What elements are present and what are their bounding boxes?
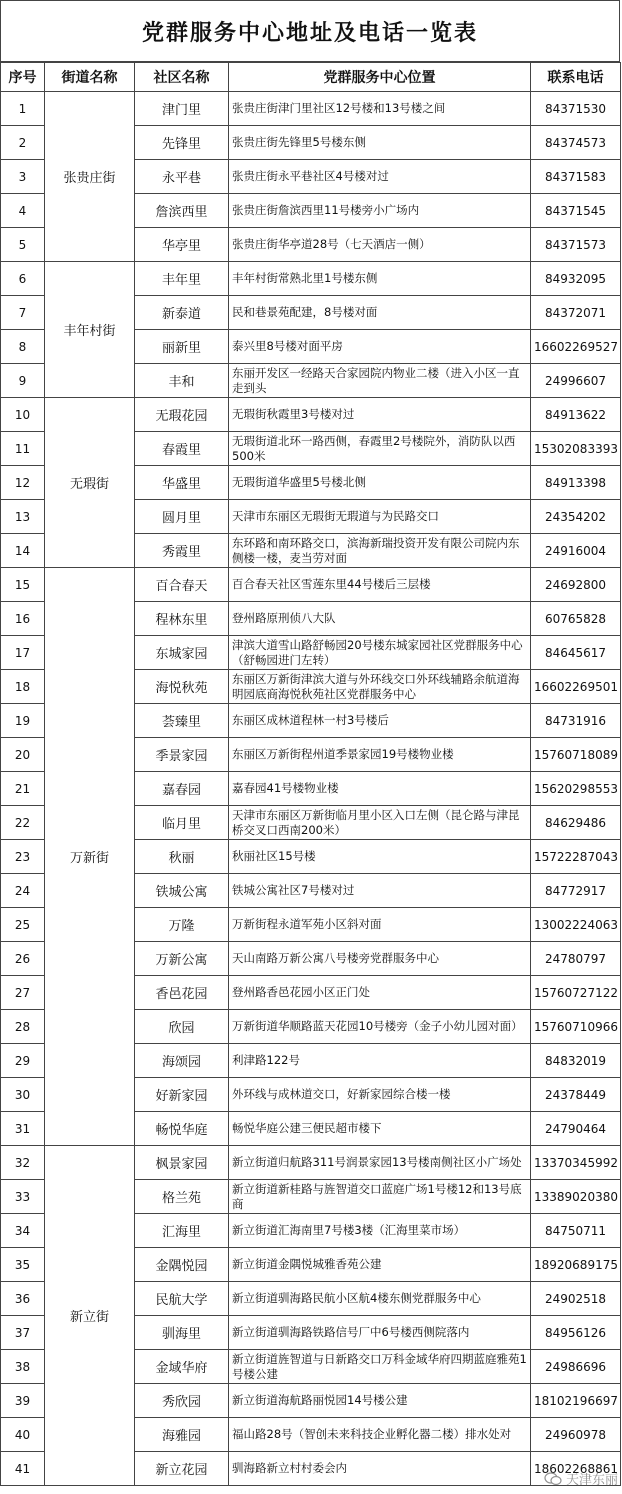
row-number: 36 — [1, 1282, 45, 1316]
center-address: 畅悦华庭公建三便民超市楼下 — [229, 1112, 531, 1146]
contact-phone: 24780797 — [531, 942, 621, 976]
watermark — [544, 1469, 618, 1488]
title-row — [0, 0, 620, 62]
center-address: 新立街道归航路311号润景家园13号楼南侧社区小广场处 — [229, 1146, 531, 1180]
center-address: 新立街道金隅悦城雅香苑公建 — [229, 1248, 531, 1282]
community-name: 华盛里 — [135, 466, 229, 500]
community-name: 格兰苑 — [135, 1180, 229, 1214]
row-number: 16 — [1, 602, 45, 636]
contact-phone: 84932095 — [531, 262, 621, 296]
header-phone: 联系电话 — [531, 63, 621, 92]
row-number: 28 — [1, 1010, 45, 1044]
center-address: 万新街程永道军苑小区斜对面 — [229, 908, 531, 942]
street-name: 丰年村街 — [45, 262, 135, 398]
community-name: 新立花园 — [135, 1452, 229, 1486]
street-name: 新立街 — [45, 1146, 135, 1486]
row-number: 26 — [1, 942, 45, 976]
center-address: 登州路香邑花园小区正门处 — [229, 976, 531, 1010]
community-name: 欣园 — [135, 1010, 229, 1044]
row-number: 24 — [1, 874, 45, 908]
center-address: 新立街道汇海南里7号楼3楼（汇海里菜市场） — [229, 1214, 531, 1248]
contact-phone: 84772917 — [531, 874, 621, 908]
center-address: 张贵庄街华亭道28号（七天酒店一侧） — [229, 228, 531, 262]
contact-phone: 84371530 — [531, 92, 621, 126]
center-address: 外环线与成林道交口，好新家园综合楼一楼 — [229, 1078, 531, 1112]
center-address: 东丽区万新街津滨大道与外环线交口外环线辅路余航道海明园底商海悦秋苑社区党群服务中心 — [229, 670, 531, 704]
header-no: 序号 — [1, 63, 45, 92]
center-address: 新立街道驯海路铁路信号厂中6号楼西侧院落内 — [229, 1316, 531, 1350]
contact-phone: 84832019 — [531, 1044, 621, 1078]
center-address: 天津市东丽区无瑕街无瑕道与为民路交口 — [229, 500, 531, 534]
community-name: 驯海里 — [135, 1316, 229, 1350]
contact-phone: 15722287043 — [531, 840, 621, 874]
contact-phone: 84371545 — [531, 194, 621, 228]
contact-phone: 15620298553 — [531, 772, 621, 806]
contact-phone: 84913622 — [531, 398, 621, 432]
contact-phone: 84645617 — [531, 636, 621, 670]
community-name: 程林东里 — [135, 602, 229, 636]
center-address: 铁城公寓社区7号楼对过 — [229, 874, 531, 908]
community-name: 嘉春园 — [135, 772, 229, 806]
header-community: 社区名称 — [135, 63, 229, 92]
center-address: 无瑕街秋霞里3号楼对过 — [229, 398, 531, 432]
row-number: 27 — [1, 976, 45, 1010]
center-address: 万新街道华顺路蓝天花园10号楼旁（金子小幼儿园对面） — [229, 1010, 531, 1044]
row-number: 14 — [1, 534, 45, 568]
row-number: 19 — [1, 704, 45, 738]
community-name: 金隅悦园 — [135, 1248, 229, 1282]
row-number: 5 — [1, 228, 45, 262]
contact-phone: 24692800 — [531, 568, 621, 602]
page-title: 党群服务中心地址及电话一览表 — [141, 19, 478, 46]
row-number: 20 — [1, 738, 45, 772]
community-name: 枫景家园 — [135, 1146, 229, 1180]
row-number: 35 — [1, 1248, 45, 1282]
contact-phone: 84629486 — [531, 806, 621, 840]
community-name: 春霞里 — [135, 432, 229, 466]
community-name: 万隆 — [135, 908, 229, 942]
community-name: 海雅园 — [135, 1418, 229, 1452]
community-name: 季景家园 — [135, 738, 229, 772]
contact-phone: 18920689175 — [531, 1248, 621, 1282]
contact-phone: 24960978 — [531, 1418, 621, 1452]
row-number: 31 — [1, 1112, 45, 1146]
row-number: 33 — [1, 1180, 45, 1214]
table-row — [1, 262, 621, 296]
community-name: 民航大学 — [135, 1282, 229, 1316]
table-row — [1, 1146, 621, 1180]
center-address: 利津路122号 — [229, 1044, 531, 1078]
contact-phone: 84956126 — [531, 1316, 621, 1350]
center-address: 东丽开发区一经路天合家园院内物业二楼（进入小区一直走到头 — [229, 364, 531, 398]
community-name: 香邑花园 — [135, 976, 229, 1010]
center-address: 东丽区成林道程林一村3号楼后 — [229, 704, 531, 738]
contact-phone: 13002224063 — [531, 908, 621, 942]
contact-phone: 24790464 — [531, 1112, 621, 1146]
community-name: 秋丽 — [135, 840, 229, 874]
contact-phone: 13389020380 — [531, 1180, 621, 1214]
community-name: 畅悦华庭 — [135, 1112, 229, 1146]
community-name: 丰和 — [135, 364, 229, 398]
center-address: 天山南路万新公寓八号楼旁党群服务中心 — [229, 942, 531, 976]
row-number: 38 — [1, 1350, 45, 1384]
center-address: 张贵庄街詹滨西里11号楼旁小广场内 — [229, 194, 531, 228]
center-address: 福山路28号（智创未来科技企业孵化器二楼）排水处对 — [229, 1418, 531, 1452]
row-number: 40 — [1, 1418, 45, 1452]
contact-phone: 24916004 — [531, 534, 621, 568]
center-address: 登州路原刑侦八大队 — [229, 602, 531, 636]
row-number: 4 — [1, 194, 45, 228]
community-name: 华亭里 — [135, 228, 229, 262]
community-name: 海悦秋苑 — [135, 670, 229, 704]
community-name: 荟臻里 — [135, 704, 229, 738]
row-number: 2 — [1, 126, 45, 160]
row-number: 25 — [1, 908, 45, 942]
center-address: 东丽区万新街程州道季景家园19号楼物业楼 — [229, 738, 531, 772]
community-name: 汇海里 — [135, 1214, 229, 1248]
header-address: 党群服务中心位置 — [229, 63, 531, 92]
center-address: 张贵庄街永平巷社区4号楼对过 — [229, 160, 531, 194]
contact-phone: 84371583 — [531, 160, 621, 194]
address-table — [0, 62, 621, 1486]
community-name: 先锋里 — [135, 126, 229, 160]
community-name: 永平巷 — [135, 160, 229, 194]
community-name: 丰年里 — [135, 262, 229, 296]
contact-phone: 84913398 — [531, 466, 621, 500]
contact-phone: 84750711 — [531, 1214, 621, 1248]
contact-phone: 24354202 — [531, 500, 621, 534]
header-row — [1, 63, 621, 92]
community-name: 秀欣园 — [135, 1384, 229, 1418]
contact-phone: 15760718089 — [531, 738, 621, 772]
row-number: 13 — [1, 500, 45, 534]
community-name: 秀霞里 — [135, 534, 229, 568]
table-row — [1, 568, 621, 602]
community-name: 金域华府 — [135, 1350, 229, 1384]
community-name: 詹滨西里 — [135, 194, 229, 228]
row-number: 6 — [1, 262, 45, 296]
street-name: 万新街 — [45, 568, 135, 1146]
community-name: 百合春天 — [135, 568, 229, 602]
street-name: 无瑕街 — [45, 398, 135, 568]
center-address: 嘉春园41号楼物业楼 — [229, 772, 531, 806]
table-body — [1, 92, 621, 1486]
center-address: 泰兴里8号楼对面平房 — [229, 330, 531, 364]
center-address: 张贵庄街津门里社区12号楼和13号楼之间 — [229, 92, 531, 126]
row-number: 22 — [1, 806, 45, 840]
center-address: 民和巷景苑配建，8号楼对面 — [229, 296, 531, 330]
community-name: 东城家园 — [135, 636, 229, 670]
contact-phone: 16602269501 — [531, 670, 621, 704]
row-number: 15 — [1, 568, 45, 602]
center-address: 新立街道新桂路与旌智道交口蓝庭广场1号楼12和13号底商 — [229, 1180, 531, 1214]
community-name: 海颂园 — [135, 1044, 229, 1078]
contact-phone: 24378449 — [531, 1078, 621, 1112]
contact-phone: 18102196697 — [531, 1384, 621, 1418]
community-name: 临月里 — [135, 806, 229, 840]
center-address: 丰年村街常熟北里1号楼东侧 — [229, 262, 531, 296]
community-name: 万新公寓 — [135, 942, 229, 976]
row-number: 10 — [1, 398, 45, 432]
contact-phone: 16602269527 — [531, 330, 621, 364]
row-number: 29 — [1, 1044, 45, 1078]
contact-phone: 84374573 — [531, 126, 621, 160]
row-number: 18 — [1, 670, 45, 704]
row-number: 41 — [1, 1452, 45, 1486]
row-number: 30 — [1, 1078, 45, 1112]
contact-phone: 84371573 — [531, 228, 621, 262]
street-name: 张贵庄街 — [45, 92, 135, 262]
center-address: 新立街道驯海路民航小区航4楼东侧党群服务中心 — [229, 1282, 531, 1316]
row-number: 17 — [1, 636, 45, 670]
community-name: 新泰道 — [135, 296, 229, 330]
community-name: 无瑕花园 — [135, 398, 229, 432]
contact-phone: 13370345992 — [531, 1146, 621, 1180]
contact-phone: 84731916 — [531, 704, 621, 738]
contact-phone: 24996607 — [531, 364, 621, 398]
row-number: 34 — [1, 1214, 45, 1248]
row-number: 23 — [1, 840, 45, 874]
center-address: 新立街道旌智道与日新路交口万科金域华府四期蓝庭雅苑1号楼公建 — [229, 1350, 531, 1384]
center-address: 东环路和南环路交口，滨海新瑞投资开发有限公司院内东侧楼一楼，麦当劳对面 — [229, 534, 531, 568]
table-row — [1, 398, 621, 432]
contact-phone: 15760710966 — [531, 1010, 621, 1044]
table-row — [1, 92, 621, 126]
contact-phone: 15302083393 — [531, 432, 621, 466]
center-address: 驯海路新立村村委会内 — [229, 1452, 531, 1486]
center-address: 秋丽社区15号楼 — [229, 840, 531, 874]
center-address: 天津市东丽区万新街临月里小区入口左侧（昆仑路与津昆桥交叉口西南200米） — [229, 806, 531, 840]
row-number: 21 — [1, 772, 45, 806]
row-number: 3 — [1, 160, 45, 194]
wechat-icon — [544, 1472, 562, 1486]
row-number: 7 — [1, 296, 45, 330]
row-number: 9 — [1, 364, 45, 398]
community-name: 圆月里 — [135, 500, 229, 534]
community-name: 好新家园 — [135, 1078, 229, 1112]
contact-phone: 60765828 — [531, 602, 621, 636]
row-number: 11 — [1, 432, 45, 466]
center-address: 津滨大道雪山路舒畅园20号楼东城家园社区党群服务中心（舒畅园进门左转） — [229, 636, 531, 670]
watermark-text: 天津东丽 — [565, 1473, 618, 1488]
row-number: 39 — [1, 1384, 45, 1418]
contact-phone: 15760727122 — [531, 976, 621, 1010]
contact-phone: 18602268861 — [531, 1452, 621, 1486]
contact-phone: 24986696 — [531, 1350, 621, 1384]
center-address: 无瑕街道北环一路西侧，春霞里2号楼院外，消防队以西500米 — [229, 432, 531, 466]
community-name: 铁城公寓 — [135, 874, 229, 908]
row-number: 37 — [1, 1316, 45, 1350]
row-number: 12 — [1, 466, 45, 500]
center-address: 百合春天社区雪莲东里44号楼后三层楼 — [229, 568, 531, 602]
row-number: 32 — [1, 1146, 45, 1180]
center-address: 无瑕街道华盛里5号楼北侧 — [229, 466, 531, 500]
community-name: 津门里 — [135, 92, 229, 126]
center-address: 新立街道海航路丽悦园14号楼公建 — [229, 1384, 531, 1418]
contact-phone: 24902518 — [531, 1282, 621, 1316]
row-number: 8 — [1, 330, 45, 364]
header-street: 街道名称 — [45, 63, 135, 92]
row-number: 1 — [1, 92, 45, 126]
community-name: 丽新里 — [135, 330, 229, 364]
center-address: 张贵庄街先锋里5号楼东侧 — [229, 126, 531, 160]
contact-phone: 84372071 — [531, 296, 621, 330]
